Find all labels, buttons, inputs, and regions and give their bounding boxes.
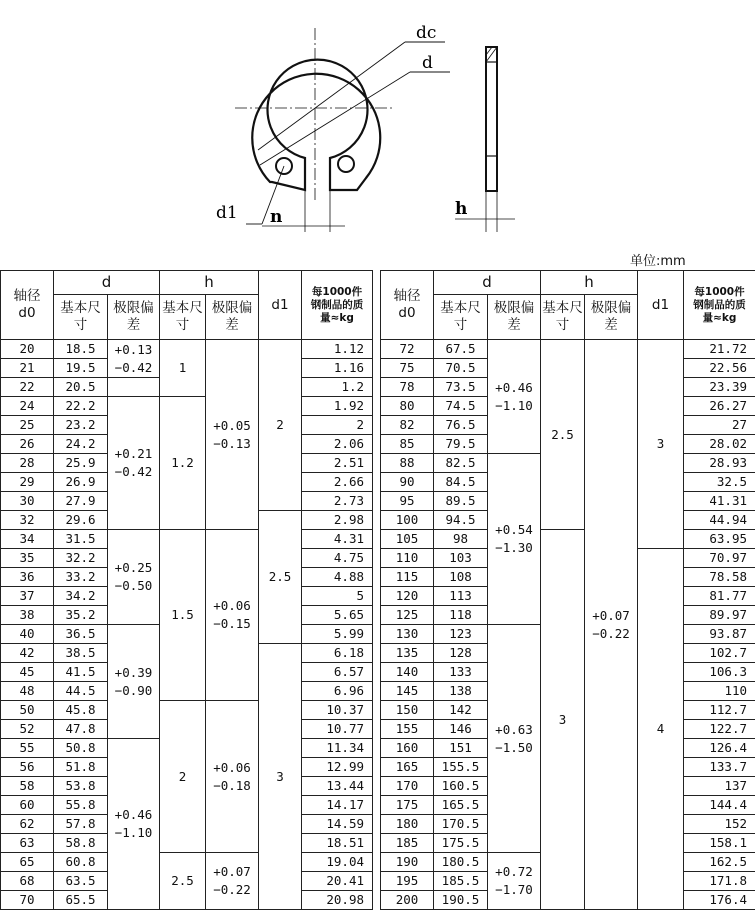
shaft-diameter-cell: 170 xyxy=(381,777,434,796)
d-tolerance-cell: +0.46 −1.10 xyxy=(108,739,160,910)
mass-cell: 4.75 xyxy=(302,549,373,568)
mass-cell: 63.95 xyxy=(684,530,755,549)
mass-cell: 26.27 xyxy=(684,397,755,416)
label-n: n xyxy=(270,207,283,227)
d-basic-cell: 160.5 xyxy=(434,777,488,796)
d-basic-cell: 133 xyxy=(434,663,488,682)
mass-cell: 112.7 xyxy=(684,701,755,720)
shaft-diameter-cell: 90 xyxy=(381,473,434,492)
d-basic-cell: 118 xyxy=(434,606,488,625)
mass-cell: 4.88 xyxy=(302,568,373,587)
d-tolerance-cell: +0.39 −0.90 xyxy=(108,625,160,739)
d-basic-cell: 31.5 xyxy=(54,530,108,549)
mass-cell: 110 xyxy=(684,682,755,701)
mass-cell: 2.73 xyxy=(302,492,373,511)
header-d-basic: 基本尺寸 xyxy=(54,295,108,340)
d-basic-cell: 55.8 xyxy=(54,796,108,815)
shaft-diameter-cell: 80 xyxy=(381,397,434,416)
spec-table-left xyxy=(0,270,373,910)
spec-table-right xyxy=(380,270,755,910)
mass-cell: 18.51 xyxy=(302,834,373,853)
d-basic-cell: 32.2 xyxy=(54,549,108,568)
shaft-diameter-cell: 20 xyxy=(1,340,54,359)
mass-cell: 162.5 xyxy=(684,853,755,872)
header-mass: 每1000件 钢制品的质 量≈kg xyxy=(684,271,755,340)
h-basic-cell: 1 xyxy=(160,340,206,397)
mass-cell: 6.96 xyxy=(302,682,373,701)
d-basic-cell: 138 xyxy=(434,682,488,701)
h-tolerance-cell: +0.07 −0.22 xyxy=(585,340,638,910)
d-basic-cell: 151 xyxy=(434,739,488,758)
header-h: h xyxy=(541,271,638,295)
header-h-tol: 极限偏差 xyxy=(206,295,259,340)
d-basic-cell: 128 xyxy=(434,644,488,663)
mass-cell: 4.31 xyxy=(302,530,373,549)
table-body-right xyxy=(381,340,755,910)
shaft-diameter-cell: 55 xyxy=(1,739,54,758)
mass-cell: 89.97 xyxy=(684,606,755,625)
mass-cell: 5.99 xyxy=(302,625,373,644)
mass-cell: 126.4 xyxy=(684,739,755,758)
d-tolerance-cell xyxy=(108,378,160,397)
mass-cell: 93.87 xyxy=(684,625,755,644)
shaft-diameter-cell: 38 xyxy=(1,606,54,625)
shaft-diameter-cell: 52 xyxy=(1,720,54,739)
label-d1: d1 xyxy=(216,203,238,223)
shaft-diameter-cell: 115 xyxy=(381,568,434,587)
shaft-diameter-cell: 42 xyxy=(1,644,54,663)
mass-cell: 19.04 xyxy=(302,853,373,872)
mass-cell: 2.66 xyxy=(302,473,373,492)
d-basic-cell: 79.5 xyxy=(434,435,488,454)
header-h: h xyxy=(160,271,259,295)
shaft-diameter-cell: 29 xyxy=(1,473,54,492)
mass-cell: 81.77 xyxy=(684,587,755,606)
shaft-diameter-cell: 62 xyxy=(1,815,54,834)
table-body-left xyxy=(1,340,373,910)
d-basic-cell: 84.5 xyxy=(434,473,488,492)
mass-cell: 22.56 xyxy=(684,359,755,378)
d-basic-cell: 123 xyxy=(434,625,488,644)
shaft-diameter-cell: 24 xyxy=(1,397,54,416)
shaft-diameter-cell: 150 xyxy=(381,701,434,720)
d-basic-cell: 44.5 xyxy=(54,682,108,701)
unit-label: 单位:mm xyxy=(630,254,686,269)
shaft-diameter-cell: 95 xyxy=(381,492,434,511)
d1-cell: 2 xyxy=(259,340,302,511)
shaft-diameter-cell: 105 xyxy=(381,530,434,549)
d1-cell: 3 xyxy=(259,644,302,910)
shaft-diameter-cell: 135 xyxy=(381,644,434,663)
d-basic-cell: 180.5 xyxy=(434,853,488,872)
shaft-diameter-cell: 160 xyxy=(381,739,434,758)
header-d: d xyxy=(434,271,541,295)
d-basic-cell: 41.5 xyxy=(54,663,108,682)
mass-cell: 70.97 xyxy=(684,549,755,568)
d-basic-cell: 36.5 xyxy=(54,625,108,644)
shaft-diameter-cell: 200 xyxy=(381,891,434,910)
mass-cell: 171.8 xyxy=(684,872,755,891)
mass-cell: 23.39 xyxy=(684,378,755,397)
d-basic-cell: 73.5 xyxy=(434,378,488,397)
mass-cell: 2 xyxy=(302,416,373,435)
mass-cell: 152 xyxy=(684,815,755,834)
header-shaft: 轴径 d0 xyxy=(381,271,434,340)
d-basic-cell: 98 xyxy=(434,530,488,549)
shaft-diameter-cell: 100 xyxy=(381,511,434,530)
mass-cell: 6.57 xyxy=(302,663,373,682)
shaft-diameter-cell: 175 xyxy=(381,796,434,815)
d-basic-cell: 34.2 xyxy=(54,587,108,606)
shaft-diameter-cell: 190 xyxy=(381,853,434,872)
shaft-diameter-cell: 40 xyxy=(1,625,54,644)
d-basic-cell: 76.5 xyxy=(434,416,488,435)
shaft-diameter-cell: 88 xyxy=(381,454,434,473)
d-tolerance-cell: +0.72 −1.70 xyxy=(488,853,541,910)
mass-cell: 10.37 xyxy=(302,701,373,720)
mass-cell: 12.99 xyxy=(302,758,373,777)
mass-cell: 1.16 xyxy=(302,359,373,378)
h-tolerance-cell: +0.05 −0.13 xyxy=(206,340,259,530)
mass-cell: 106.3 xyxy=(684,663,755,682)
mass-cell: 5.65 xyxy=(302,606,373,625)
header-d-tol: 极限偏差 xyxy=(488,295,541,340)
mass-cell: 5 xyxy=(302,587,373,606)
d-basic-cell: 18.5 xyxy=(54,340,108,359)
d-basic-cell: 50.8 xyxy=(54,739,108,758)
d1-cell: 3 xyxy=(638,340,684,549)
mass-cell: 14.59 xyxy=(302,815,373,834)
h-tolerance-cell: +0.06 −0.18 xyxy=(206,701,259,853)
shaft-diameter-cell: 195 xyxy=(381,872,434,891)
d-basic-cell: 20.5 xyxy=(54,378,108,397)
shaft-diameter-cell: 56 xyxy=(1,758,54,777)
shaft-diameter-cell: 60 xyxy=(1,796,54,815)
d-basic-cell: 185.5 xyxy=(434,872,488,891)
shaft-diameter-cell: 155 xyxy=(381,720,434,739)
header-d1: d1 xyxy=(259,271,302,340)
d-basic-cell: 155.5 xyxy=(434,758,488,777)
d-basic-cell: 33.2 xyxy=(54,568,108,587)
shaft-diameter-cell: 36 xyxy=(1,568,54,587)
d-basic-cell: 24.2 xyxy=(54,435,108,454)
shaft-diameter-cell: 110 xyxy=(381,549,434,568)
shaft-diameter-cell: 120 xyxy=(381,587,434,606)
mass-cell: 10.77 xyxy=(302,720,373,739)
mass-cell: 20.98 xyxy=(302,891,373,910)
shaft-diameter-cell: 72 xyxy=(381,340,434,359)
d-basic-cell: 146 xyxy=(434,720,488,739)
d-tolerance-cell: +0.13 −0.42 xyxy=(108,340,160,378)
lug-hole-right xyxy=(338,156,354,172)
d-basic-cell: 26.9 xyxy=(54,473,108,492)
mass-cell: 2.98 xyxy=(302,511,373,530)
shaft-diameter-cell: 63 xyxy=(1,834,54,853)
shaft-diameter-cell: 34 xyxy=(1,530,54,549)
mass-cell: 133.7 xyxy=(684,758,755,777)
d-tolerance-cell: +0.63 −1.50 xyxy=(488,625,541,853)
shaft-diameter-cell: 22 xyxy=(1,378,54,397)
ring-side-view xyxy=(486,47,497,191)
h-tolerance-cell: +0.07 −0.22 xyxy=(206,853,259,910)
shaft-diameter-cell: 78 xyxy=(381,378,434,397)
d-basic-cell: 45.8 xyxy=(54,701,108,720)
mass-cell: 32.5 xyxy=(684,473,755,492)
d-basic-cell: 60.8 xyxy=(54,853,108,872)
d-basic-cell: 89.5 xyxy=(434,492,488,511)
ring-outer-contour xyxy=(252,60,380,190)
mass-cell: 44.94 xyxy=(684,511,755,530)
mass-cell: 137 xyxy=(684,777,755,796)
table-row xyxy=(1,340,373,359)
mass-cell: 102.7 xyxy=(684,644,755,663)
label-h: h xyxy=(455,199,468,219)
d-basic-cell: 25.9 xyxy=(54,454,108,473)
d-basic-cell: 175.5 xyxy=(434,834,488,853)
mass-cell: 28.93 xyxy=(684,454,755,473)
header-d1: d1 xyxy=(638,271,684,340)
header-d-tol: 极限偏差 xyxy=(108,295,160,340)
mass-cell: 21.72 xyxy=(684,340,755,359)
d-basic-cell: 82.5 xyxy=(434,454,488,473)
d-tolerance-cell: +0.46 −1.10 xyxy=(488,340,541,454)
d-tolerance-cell: +0.21 −0.42 xyxy=(108,397,160,530)
shaft-diameter-cell: 145 xyxy=(381,682,434,701)
shaft-diameter-cell: 75 xyxy=(381,359,434,378)
shaft-diameter-cell: 140 xyxy=(381,663,434,682)
mass-cell: 14.17 xyxy=(302,796,373,815)
mass-cell: 176.4 xyxy=(684,891,755,910)
shaft-diameter-cell: 185 xyxy=(381,834,434,853)
mass-cell: 41.31 xyxy=(684,492,755,511)
shaft-diameter-cell: 25 xyxy=(1,416,54,435)
mass-cell: 11.34 xyxy=(302,739,373,758)
table-row xyxy=(1,530,373,549)
shaft-diameter-cell: 70 xyxy=(1,891,54,910)
mass-cell: 13.44 xyxy=(302,777,373,796)
d1-cell: 2.5 xyxy=(259,511,302,644)
table-row xyxy=(1,701,373,720)
d-basic-cell: 22.2 xyxy=(54,397,108,416)
mass-cell: 27 xyxy=(684,416,755,435)
table-row xyxy=(1,853,373,872)
d-basic-cell: 57.8 xyxy=(54,815,108,834)
mass-cell: 2.06 xyxy=(302,435,373,454)
d-basic-cell: 103 xyxy=(434,549,488,568)
shaft-diameter-cell: 45 xyxy=(1,663,54,682)
d-basic-cell: 27.9 xyxy=(54,492,108,511)
shaft-diameter-cell: 130 xyxy=(381,625,434,644)
header-mass: 每1000件 钢制品的质 量≈kg xyxy=(302,271,373,340)
shaft-diameter-cell: 68 xyxy=(1,872,54,891)
table-row xyxy=(381,530,755,549)
d-basic-cell: 67.5 xyxy=(434,340,488,359)
h-basic-cell: 2.5 xyxy=(541,340,585,530)
h-basic-cell: 1.2 xyxy=(160,397,206,530)
d-basic-cell: 38.5 xyxy=(54,644,108,663)
shaft-diameter-cell: 82 xyxy=(381,416,434,435)
d-basic-cell: 19.5 xyxy=(54,359,108,378)
mass-cell: 6.18 xyxy=(302,644,373,663)
d1-cell: 4 xyxy=(638,549,684,910)
mass-cell: 2.51 xyxy=(302,454,373,473)
shaft-diameter-cell: 28 xyxy=(1,454,54,473)
d-basic-cell: 63.5 xyxy=(54,872,108,891)
shaft-diameter-cell: 125 xyxy=(381,606,434,625)
shaft-diameter-cell: 37 xyxy=(1,587,54,606)
mass-cell: 122.7 xyxy=(684,720,755,739)
header-shaft: 轴径 d0 xyxy=(1,271,54,340)
h-basic-cell: 2.5 xyxy=(160,853,206,910)
h-basic-cell: 2 xyxy=(160,701,206,853)
shaft-diameter-cell: 35 xyxy=(1,549,54,568)
header-h-tol: 极限偏差 xyxy=(585,295,638,340)
shaft-diameter-cell: 21 xyxy=(1,359,54,378)
d-basic-cell: 51.8 xyxy=(54,758,108,777)
h-tolerance-cell: +0.06 −0.15 xyxy=(206,530,259,701)
d-tolerance-cell: +0.54 −1.30 xyxy=(488,454,541,625)
mass-cell: 20.41 xyxy=(302,872,373,891)
mass-cell: 1.12 xyxy=(302,340,373,359)
shaft-diameter-cell: 30 xyxy=(1,492,54,511)
mass-cell: 1.92 xyxy=(302,397,373,416)
h-basic-cell: 1.5 xyxy=(160,530,206,701)
d-basic-cell: 94.5 xyxy=(434,511,488,530)
retaining-ring-drawing xyxy=(0,0,755,245)
shaft-diameter-cell: 32 xyxy=(1,511,54,530)
d-basic-cell: 74.5 xyxy=(434,397,488,416)
mass-cell: 144.4 xyxy=(684,796,755,815)
mass-cell: 78.58 xyxy=(684,568,755,587)
d-basic-cell: 190.5 xyxy=(434,891,488,910)
d-basic-cell: 58.8 xyxy=(54,834,108,853)
d-tolerance-cell: +0.25 −0.50 xyxy=(108,530,160,625)
d-basic-cell: 29.6 xyxy=(54,511,108,530)
label-d: d xyxy=(422,53,433,73)
shaft-diameter-cell: 48 xyxy=(1,682,54,701)
d-basic-cell: 65.5 xyxy=(54,891,108,910)
d-basic-cell: 165.5 xyxy=(434,796,488,815)
mass-cell: 158.1 xyxy=(684,834,755,853)
d-basic-cell: 47.8 xyxy=(54,720,108,739)
table-row xyxy=(1,397,373,416)
d-basic-cell: 142 xyxy=(434,701,488,720)
d-basic-cell: 70.5 xyxy=(434,359,488,378)
d-basic-cell: 108 xyxy=(434,568,488,587)
d-basic-cell: 53.8 xyxy=(54,777,108,796)
header-d: d xyxy=(54,271,160,295)
d-basic-cell: 23.2 xyxy=(54,416,108,435)
shaft-diameter-cell: 26 xyxy=(1,435,54,454)
d-basic-cell: 170.5 xyxy=(434,815,488,834)
header-h-basic: 基本尺寸 xyxy=(160,295,206,340)
shaft-diameter-cell: 58 xyxy=(1,777,54,796)
header-h-basic: 基本尺寸 xyxy=(541,295,585,340)
mass-cell: 28.02 xyxy=(684,435,755,454)
header-d-basic: 基本尺寸 xyxy=(434,295,488,340)
mass-cell: 1.2 xyxy=(302,378,373,397)
h-basic-cell: 3 xyxy=(541,530,585,910)
table-row xyxy=(381,340,755,359)
shaft-diameter-cell: 165 xyxy=(381,758,434,777)
d-basic-cell: 113 xyxy=(434,587,488,606)
shaft-diameter-cell: 180 xyxy=(381,815,434,834)
shaft-diameter-cell: 85 xyxy=(381,435,434,454)
shaft-diameter-cell: 50 xyxy=(1,701,54,720)
shaft-diameter-cell: 65 xyxy=(1,853,54,872)
label-dc: dc xyxy=(416,23,437,43)
d-basic-cell: 35.2 xyxy=(54,606,108,625)
